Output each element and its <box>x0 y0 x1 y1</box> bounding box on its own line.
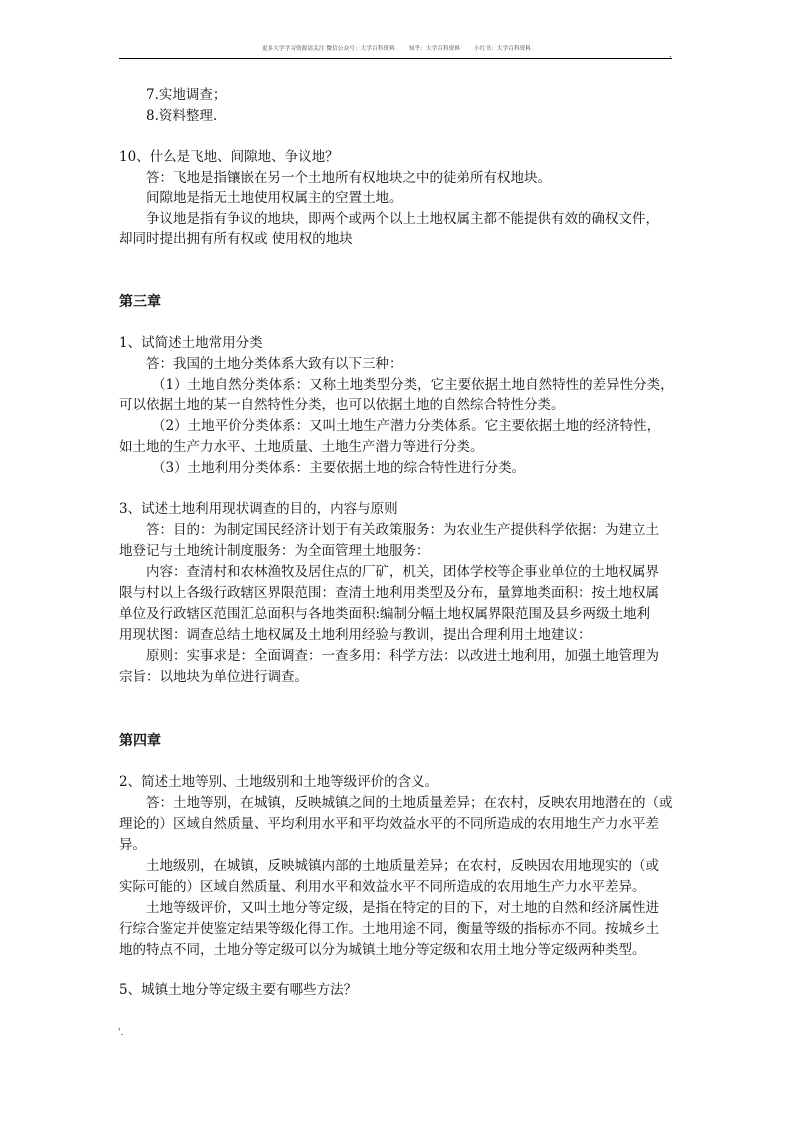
chapter-3-heading: 第三章 <box>119 294 161 310</box>
question-2: 2、简述土地等别、土地级别和土地等级评价的含义。 <box>119 774 439 790</box>
answer-line: 土地级别，在城镇，反映城镇内部的土地质量差异；在农村，反映因农用地现实的（或 <box>146 858 659 874</box>
header-dot: . <box>669 50 672 59</box>
question-3: 3、试述土地利用现状调查的目的，内容与原则 <box>119 501 398 517</box>
header-rule <box>119 58 672 59</box>
answer-line: 土地等级评价，又叫土地分等定级，是指在特定的目的下，对土地的自然和经济属性进 <box>146 900 659 916</box>
answer-line: （3）土地利用分类体系：主要依据土地的综合特性进行分类。 <box>152 460 526 476</box>
answer-line: （2）土地平价分类体系：又叫土地生产潜力分类体系。它主要依据土地的经济特性， <box>152 418 661 434</box>
answer-line: （1）土地自然分类体系：又称土地类型分类，它主要依据土地自然特性的差异性分类， <box>152 377 674 393</box>
chapter-4-heading: 第四章 <box>119 733 161 749</box>
answer-line: 单位及行政辖区范围汇总面积与各地类面积:编制分幅土地权属界限范围及县乡两级土地利 <box>119 606 651 622</box>
answer-line: 宗旨：以地块为单位进行调查。 <box>119 669 308 685</box>
answer-line: 限与村以上各级行政辖区界限范围：查清土地利用类型及分布，量算地类面积：按土地权属 <box>119 585 659 601</box>
question-5: 5、城镇土地分等定级主要有哪些方法？ <box>119 982 358 998</box>
answer-line: 答：土地等别，在城镇，反映城镇之间的土地质量差异；在农村，反映农用地潜在的（或 <box>146 795 673 811</box>
header-text-zhihu: 知乎：大学百科资料 <box>408 46 461 52</box>
answer-line: 答：飞地是指镶嵌在另一个土地所有权地块之中的徒弟所有权地块。 <box>146 170 551 186</box>
answer-line: 如土地的生产力水平、土地质量、土地生产潜力等进行分类。 <box>119 439 484 455</box>
list-item-7: 7.实地调查； <box>146 87 227 103</box>
header-text-wechat: 更多大学学习资源请关注 微信公众号：大学百科资料 <box>261 46 395 52</box>
answer-line: 行综合鉴定并使鉴定结果等级化得工作。土地用途不同，衡量等级的指标亦不同。按城乡土 <box>119 921 659 937</box>
answer-line: 争议地是指有争议的地块，即两个或两个以上土地权属主都不能提供有效的确权文件， <box>146 211 659 227</box>
answer-line: 答：目的：为制定国民经济计划于有关政策服务：为农业生产提供科学依据：为建立土 <box>146 522 659 538</box>
answer-line: 用现状图：调查总结土地权属及土地利用经验与教训，提出合理利用土地建议： <box>119 627 592 643</box>
answer-line: 间隙地是指无土地使用权属主的空置土地。 <box>146 190 403 206</box>
answer-line: 实际可能的）区域自然质量、利用水平和效益水平不同所造成的农用地生产力水平差异。 <box>119 879 646 895</box>
answer-line: 却同时提出拥有所有权或 使用权的地块 <box>119 231 353 247</box>
header-text-xiaohongshu: 小红书：大学百科资料 <box>474 46 532 52</box>
answer-line: 地的特点不同，土地分等定级可以分为城镇土地分等定级和农用土地分等定级两种类型。 <box>119 942 646 958</box>
question-10: 10、什么是飞地、间隙地、争议地？ <box>119 149 339 165</box>
answer-line: 答：我国的土地分类体系大致有以下三种： <box>146 356 403 372</box>
answer-line: 可以依据土地的某一自然特性分类，也可以依据土地的自然综合特性分类。 <box>119 397 565 413</box>
answer-line: 理论的）区域自然质量、平均利用水平和平均效益水平的不同所造成的农用地生产力水平差 <box>119 816 659 832</box>
page-header <box>0 44 793 52</box>
answer-line: 内容：查清村和农林渔牧及居住点的厂矿，机关，团体学校等企事业单位的土地权属界 <box>146 564 659 580</box>
list-item-8: 8.资料整理. <box>146 108 218 124</box>
answer-line: 异。 <box>119 837 146 853</box>
footer-mark: '. <box>118 1028 124 1038</box>
answer-line: 原则：实事求是：全面调查：一查多用：科学方法：以改进土地利用，加强土地管理为 <box>146 648 659 664</box>
answer-line: 地登记与土地统计制度服务：为全面管理土地服务： <box>119 543 430 559</box>
question-1: 1、试简述土地常用分类 <box>119 335 263 351</box>
